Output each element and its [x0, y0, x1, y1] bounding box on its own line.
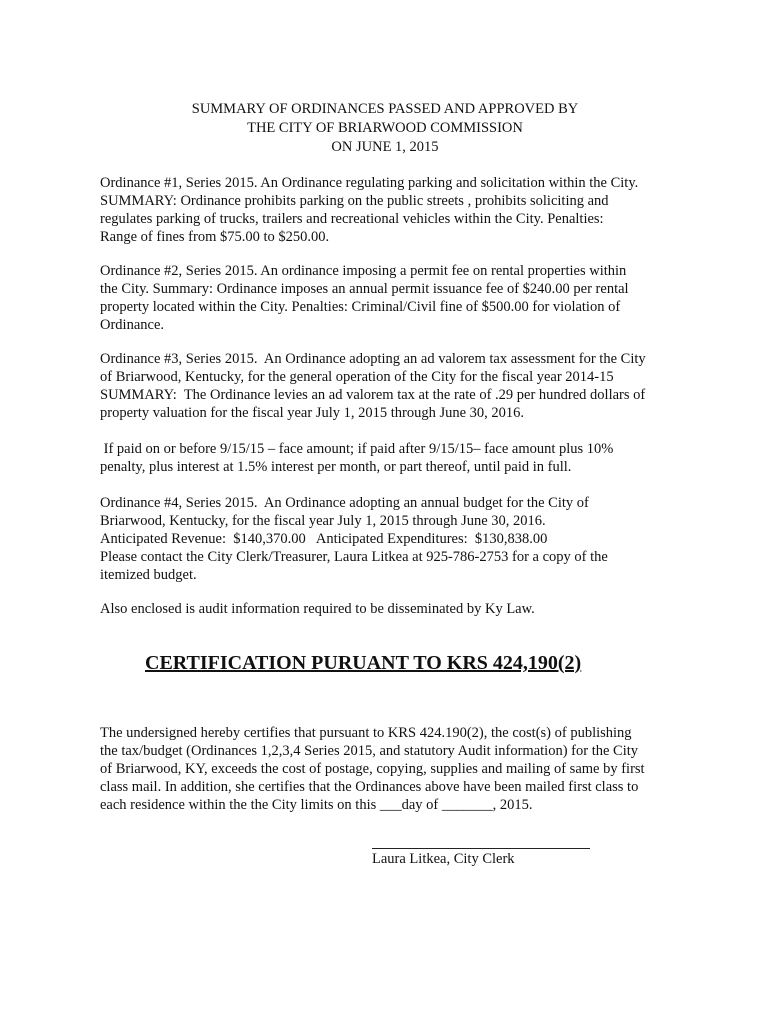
audit-paragraph — [100, 600, 680, 618]
paragraph-line: Briarwood, Kentucky, for the fiscal year July 1, 2015 through June 30, 2016. — [100, 513, 546, 529]
paragraph-line: Ordinance #1, Series 2015. An Ordinance regulating parking and solicitation within the City. — [100, 175, 639, 191]
paragraph-line: each residence within the the City limits on this ___day of _______, 2015. — [100, 797, 533, 813]
document-header — [0, 100, 770, 157]
header-line: THE CITY OF BRIARWOOD COMMISSION — [247, 120, 523, 136]
paragraph-line: class mail. In addition, she certifies that the Ordinances above have been mailed first class to — [100, 779, 639, 795]
ordinance-3-paragraph — [100, 350, 680, 422]
paragraph-line: Ordinance. — [100, 317, 165, 333]
certification-heading: CERTIFICATION PURUANT TO KRS 424,190(2) — [145, 652, 582, 674]
ordinance-2-paragraph — [100, 262, 680, 334]
paragraph-line: If paid on or before 9/15/15 – face amount; if paid after 9/15/15– face amount plus 10% — [100, 441, 614, 457]
paragraph-line: The undersigned hereby certifies that pursuant to KRS 424.190(2), the cost(s) of publishing — [100, 725, 632, 741]
paragraph-line: Please contact the City Clerk/Treasurer, Laura Litkea at 925-786-2753 for a copy of the — [100, 549, 608, 565]
header-line: SUMMARY OF ORDINANCES PASSED AND APPROVED BY — [191, 101, 579, 117]
paragraph-line: the City. Summary: Ordinance imposes an annual permit issuance fee of $240.00 per rental — [100, 281, 629, 297]
certification-paragraph — [100, 724, 680, 814]
paragraph-line: itemized budget. — [100, 567, 197, 583]
paragraph-line: penalty, plus interest at 1.5% interest per month, or part thereof, until paid in full. — [100, 459, 572, 475]
ordinance-4-paragraph — [100, 494, 680, 584]
paragraph-line: of Briarwood, KY, exceeds the cost of postage, copying, supplies and mailing of same by first — [100, 761, 645, 777]
paragraph-line: Also enclosed is audit information required to be disseminated by Ky Law. — [100, 601, 535, 617]
paragraph-line: Ordinance #4, Series 2015. An Ordinance adopting an annual budget for the City of — [100, 495, 589, 511]
paragraph-line: SUMMARY: The Ordinance levies an ad valorem tax at the rate of .29 per hundred dollars of — [100, 387, 646, 403]
paragraph-line: property located within the City. Penalties: Criminal/Civil fine of $500.00 for violation of — [100, 299, 621, 315]
paragraph-line: the tax/budget (Ordinances 1,2,3,4 Series 2015, and statutory Audit information) for the City — [100, 743, 639, 759]
ordinance-1-paragraph — [100, 174, 680, 246]
paragraph-line: of Briarwood, Kentucky, for the general operation of the City for the fiscal year 2014-15 — [100, 369, 614, 385]
signature-line — [372, 848, 590, 849]
header-line: ON JUNE 1, 2015 — [331, 139, 439, 155]
payment-terms-paragraph — [100, 440, 680, 476]
paragraph-line: property valuation for the fiscal year July 1, 2015 through June 30, 2016. — [100, 405, 525, 421]
paragraph-line: regulates parking of trucks, trailers and recreational vehicles within the City. Penalties: — [100, 211, 604, 227]
signature-name: Laura Litkea, City Clerk — [372, 851, 515, 867]
paragraph-line: Range of fines from $75.00 to $250.00. — [100, 229, 330, 245]
paragraph-line: Anticipated Revenue: $140,370.00 Anticipated Expenditures: $130,838.00 — [100, 531, 548, 547]
paragraph-line: Ordinance #2, Series 2015. An ordinance imposing a permit fee on rental properties within — [100, 263, 627, 279]
paragraph-line: SUMMARY: Ordinance prohibits parking on the public streets , prohibits soliciting and — [100, 193, 609, 209]
paragraph-line: Ordinance #3, Series 2015. An Ordinance adopting an ad valorem tax assessment for the City — [100, 351, 646, 367]
